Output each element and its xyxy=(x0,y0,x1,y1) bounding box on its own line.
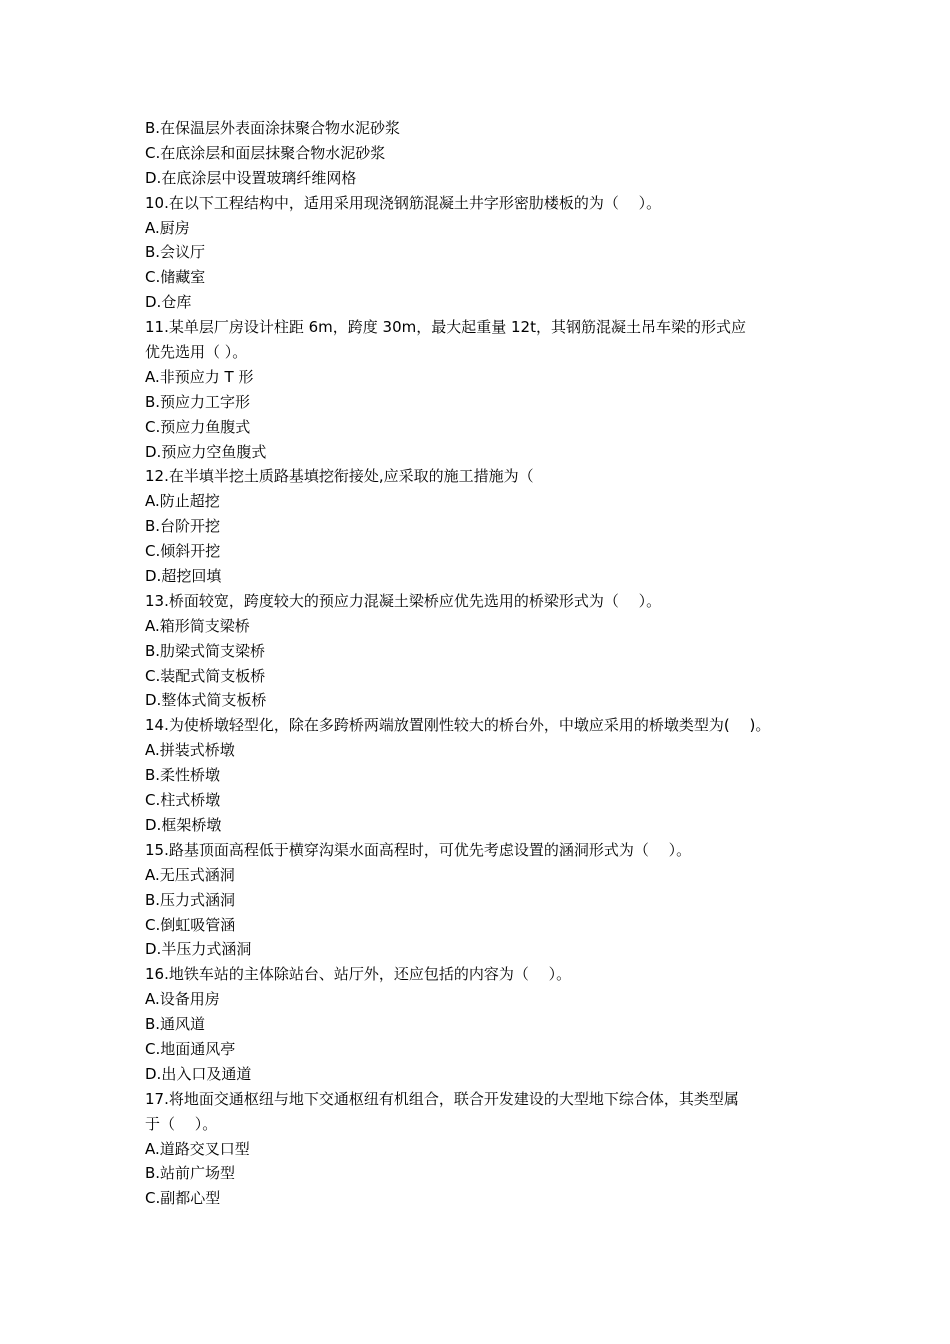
answer-option: B.肋梁式简支梁桥 xyxy=(145,641,266,660)
answer-option: D.仓库 xyxy=(145,293,192,312)
answer-option: B.预应力工字形 xyxy=(145,392,251,411)
question-text-continued: 优先选用（ ）。 xyxy=(145,343,248,362)
answer-option: D.框架桥墩 xyxy=(145,815,222,834)
question-text: 13.桥面较宽，跨度较大的预应力混凝土梁桥应优先选用的桥梁形式为（ ）。 xyxy=(145,591,662,610)
answer-option: B.台阶开挖 xyxy=(145,517,221,536)
answer-option: C.副都心型 xyxy=(145,1189,221,1208)
question-text: 12.在半填半挖土质路基填挖衔接处,应采取的施工措施为（ xyxy=(145,467,534,486)
question-text: 11.某单层厂房设计柱距 6m，跨度 30m，最大起重量 12t，其钢筋混凝土吊车梁的形式应 xyxy=(145,318,746,337)
answer-option: D.超挖回填 xyxy=(145,567,222,586)
answer-option: C.装配式简支板桥 xyxy=(145,666,266,685)
answer-option: C.在底涂层和面层抹聚合物水泥砂浆 xyxy=(145,143,386,162)
document-page xyxy=(145,116,825,1211)
answer-option: A.拼装式桥墩 xyxy=(145,741,235,760)
answer-option: A.防止超挖 xyxy=(145,492,220,511)
answer-option: B.通风道 xyxy=(145,1015,206,1034)
answer-option: B.柔性桥墩 xyxy=(145,766,221,785)
answer-option: C.倾斜开挖 xyxy=(145,542,221,561)
answer-option: A.箱形简支梁桥 xyxy=(145,616,250,635)
answer-option: B.站前广场型 xyxy=(145,1164,236,1183)
answer-option: A.设备用房 xyxy=(145,990,220,1009)
question-text: 14.为使桥墩轻型化，除在多跨桥两端放置刚性较大的桥台外，中墩应采用的桥墩类型为( )。 xyxy=(145,716,771,735)
answer-option: B.在保温层外表面涂抹聚合物水泥砂浆 xyxy=(145,119,401,137)
answer-option: A.无压式涵洞 xyxy=(145,865,235,884)
answer-option: D.在底涂层中设置玻璃纤维网格 xyxy=(145,168,357,187)
question-text-continued: 于（ ）。 xyxy=(145,1114,218,1133)
question-text: 10.在以下工程结构中，适用采用现浇钢筋混凝土井字形密肋楼板的为（ ）。 xyxy=(145,193,662,212)
answer-option: C.柱式桥墩 xyxy=(145,791,221,810)
answer-option: D.预应力空鱼腹式 xyxy=(145,442,267,461)
answer-option: C.储藏室 xyxy=(145,268,206,287)
answer-option: D.整体式简支板桥 xyxy=(145,691,267,710)
answer-option: C.预应力鱼腹式 xyxy=(145,417,251,436)
answer-option: B.压力式涵洞 xyxy=(145,890,236,909)
question-text: 16.地铁车站的主体除站台、站厅外，还应包括的内容为（ ）。 xyxy=(145,965,572,984)
answer-option: C.倒虹吸管涵 xyxy=(145,915,236,934)
answer-option: B.会议厅 xyxy=(145,243,206,262)
question-text: 15.路基顶面高程低于横穿沟渠水面高程时，可优先考虑设置的涵洞形式为（ ）。 xyxy=(145,840,692,859)
answer-option: A.厨房 xyxy=(145,218,190,237)
answer-option: A.非预应力 T 形 xyxy=(145,367,254,386)
answer-option: C.地面通风亭 xyxy=(145,1039,236,1058)
answer-option: D.半压力式涵洞 xyxy=(145,940,252,959)
question-text: 17.将地面交通枢纽与地下交通枢纽有机组合，联合开发建设的大型地下综合体，其类型属 xyxy=(145,1089,739,1108)
answer-option: A.道路交叉口型 xyxy=(145,1139,250,1158)
answer-option: D.出入口及通道 xyxy=(145,1064,252,1083)
